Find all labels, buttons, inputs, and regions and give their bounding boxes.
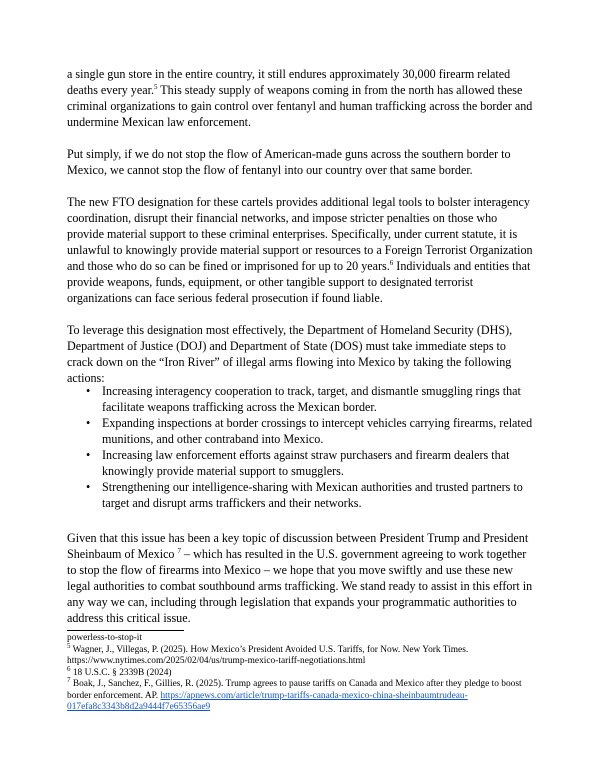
list-item: [67, 383, 535, 415]
paragraph-text: Given that this issue has been a key topic of discussion between President Trump and President Sheinbaum of Mexico: [67, 531, 529, 561]
paragraph-closing: [67, 530, 535, 626]
bullet-icon: •: [86, 416, 91, 430]
bullet-icon: •: [86, 480, 91, 494]
bullet-icon: •: [86, 384, 91, 398]
list-item: [67, 447, 535, 479]
list-item-text: Expanding inspections at border crossings to intercept vehicles carrying firearms, related munitions, and other contraband into Mexico.: [102, 416, 533, 446]
paragraph-fto-designation: [67, 194, 535, 306]
paragraph-gun-deaths: [67, 66, 535, 130]
list-item: [67, 415, 535, 447]
paragraph-text: This steady supply of weapons coming in from the north has allowed these criminal organizations to gain control over fentanyl and human trafficking across the border and undermine Mexican law enforcement.: [67, 83, 533, 129]
list-item-text: Increasing interagency cooperation to track, target, and dismantle smuggling rings that facilitate weapons trafficking across the Mexican border.: [102, 384, 521, 414]
footnotes-section: [67, 633, 537, 714]
list-item: [67, 479, 535, 511]
bullet-icon: •: [86, 448, 91, 462]
footnote-continuation: powerless-to-stop-it: [67, 633, 142, 643]
footnote-text: 18 U.S.C. § 2339B (2024): [70, 667, 172, 678]
list-item-text: Increasing law enforcement efforts against straw purchasers and firearm dealers that knowingly provide material support to smugglers.: [102, 448, 510, 478]
footnote-ref-7[interactable]: 7: [177, 546, 182, 555]
footnote-ref-6[interactable]: 6: [389, 258, 394, 267]
footnote-5: [67, 641, 537, 668]
paragraph-put-simply: Put simply, if we do not stop the flow of American-made guns across the southern border to Mexico, we cannot stop the flow of fentanyl into our country over that same border.: [67, 147, 511, 177]
paragraph-text: The new FTO designation for these cartels provides additional legal tools to bolster interagency coordination, disrupt their financial networks, and impose stricter penalties on those who provide material support to these criminal enterprises. Specifically, under current statute, it is unlawful to knowingly provide material support or resources to a Foreign Terrorist Organization and those who do so can be fined or imprisoned for up to 20 years.: [67, 195, 533, 273]
paragraph-text: – which has resulted in the U.S. government agreeing to work together to stop the flow of firearms into Mexico – we hope that you move swiftly and use these new legal authorities to combat southbound arms trafficking. We stand ready to assist in this effort in any way we can, including through legislation that expands your programmatic authorities to address this critical issue.: [67, 547, 533, 625]
footnote-number: 6: [67, 664, 71, 673]
footnote-divider: [67, 630, 184, 631]
action-list: [67, 383, 535, 511]
footnote-7: [67, 675, 537, 714]
footnote-link[interactable]: https://apnews.com/article/trump-tariffs-canada-mexico-china-sheinbaumtrudeau-017efa8c3343b8d2a9444f7e65356ae9: [67, 690, 468, 712]
footnote-ref-5[interactable]: 5: [153, 82, 158, 91]
footnote-number: 7: [67, 675, 71, 684]
list-item-text: Strengthening our intelligence-sharing with Mexican authorities and trusted partners to target and disrupt arms traffickers and their networks.: [102, 480, 523, 510]
footnote-text: Boak, J., Sanchez, F., Gillies, R. (2025). Trump agrees to pause tariffs on Canada and Mexico after they pledge to boost border enforcement. AP.: [67, 679, 522, 701]
paragraph-text: a single gun store in the entire country, it still endures approximately 30,000 firearm related deaths every year.: [67, 67, 511, 97]
footnote-number: 5: [67, 641, 71, 650]
paragraph-leverage-designation: To leverage this designation most effectively, the Department of Homeland Security (DHS), Department of Justice (DOJ) and Department of State (DOS) must take immediate steps to crack down on the “Iron River” of illegal arms flowing into Mexico by taking the following actions:: [67, 323, 513, 385]
footnote-text: Wagner, J., Villegas, P. (2025). How Mexico’s President Avoided U.S. Tariffs, for Now. New York Times. https://www.nytimes.com/2025/02/04/us/trump-mexico-tariff-negotiations.html: [67, 644, 469, 666]
footnote-6: [67, 664, 537, 680]
paragraph-text: Individuals and entities that provide weapons, funds, equipment, or other tangible support to designated terrorist organizations can face serious federal prosecution if found liable.: [67, 259, 531, 305]
